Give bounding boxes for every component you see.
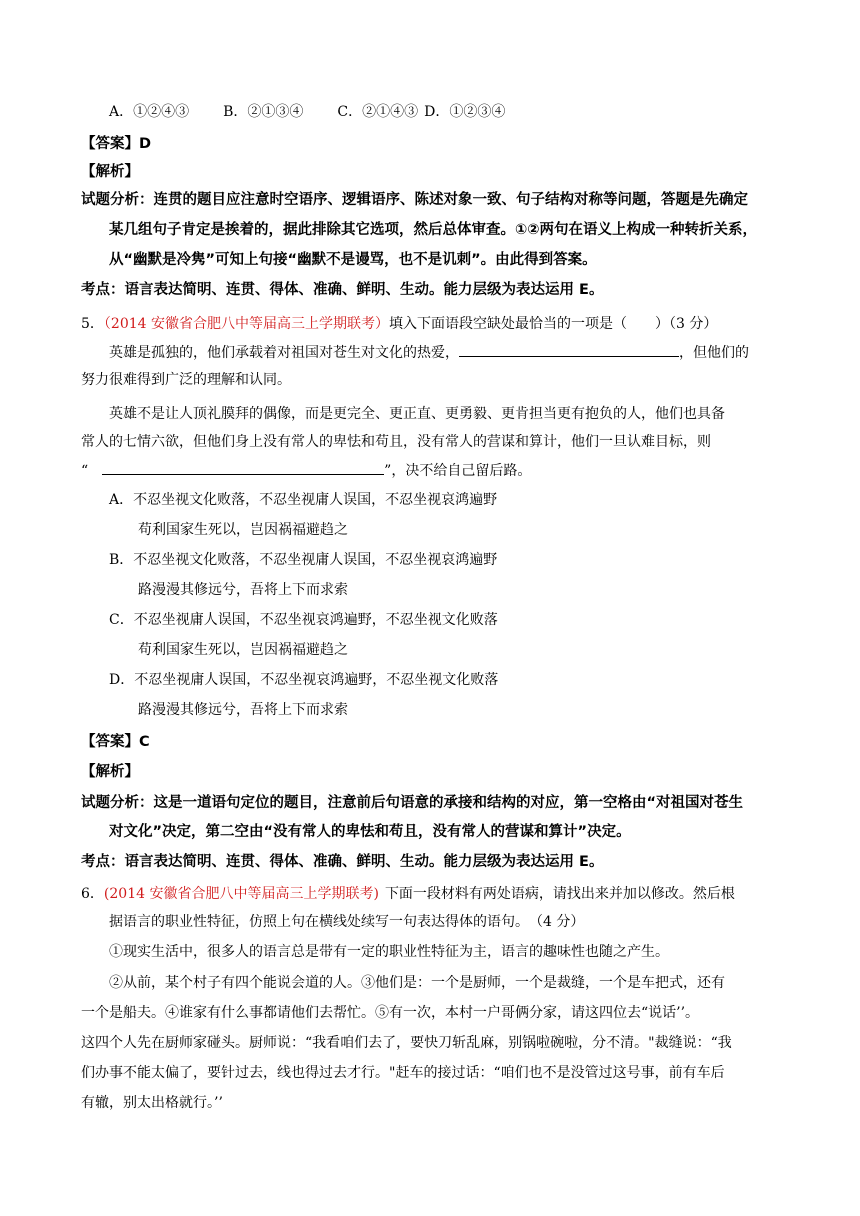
q4-analysis-line-1: 试题分析：连贯的题目应注意时空语序、逻辑语序、陈述对象一致、句子结构对称等问题，答题是先确定 (81, 192, 748, 208)
q4-option-c: C．②①④③ (337, 104, 419, 120)
blank-2 (102, 460, 384, 475)
question-number: 6． (81, 886, 104, 902)
q5-stem (81, 314, 717, 334)
q4-kaodian: 考点：语言表达简明、连贯、得体、准确、鲜明、生动。能力层级为表达运用 E。 (81, 282, 604, 298)
q5-answer (81, 732, 150, 752)
q5-analysis-line-1: 试题分析：这是一道语句定位的题目，注意前后句语意的承接和结构的对应，第一空格由“对祖国对苍生 (81, 795, 744, 811)
q5-analysis-label: 【解析】 (81, 764, 139, 780)
q5-kaodian: 考点：语言表达简明、连贯、得体、准确、鲜明、生动。能力层级为表达运用 E。 (81, 854, 604, 870)
q5-option-c-line-2: 苟利国家生死以，岂因祸福避趋之 (138, 642, 348, 658)
question-number: 5． (81, 316, 104, 332)
question-stem: 填入下面语段空缺处最恰当的一项是（ ）（3 分） (389, 316, 718, 332)
answer-value: C (139, 734, 150, 750)
q4-option-d: D．①②③④ (424, 104, 506, 120)
q5-option-a-line-2: 苟利国家生死以，岂因祸福避趋之 (138, 522, 348, 538)
q5-option-d-line-2: 路漫漫其修远兮，吾将上下而求索 (138, 702, 348, 718)
q4-analysis-line-2: 某几组句子肯定是挨着的，据此排除其它选项，然后总体审查。①②两句在语义上构成一种转折关系， (109, 222, 758, 238)
q6-material-line-4: 这四个人先在厨师家碰头。厨师说：“我看咱们去了，要快刀斩乱麻，别锅啦碗啦，分不清。"裁缝说：“我 (81, 1035, 732, 1051)
q5-option-a-line-1: A．不忍坐视文化败落，不忍坐视庸人误国，不忍坐视哀鸿遍野 (109, 492, 498, 508)
q5-analysis-line-2: 对文化”决定，第二空由“没有常人的卑怯和苟且，没有常人的营谋和算计”决定。 (109, 824, 631, 840)
q5-passage-line-2: 努力很难得到广泛的理解和认同。 (81, 372, 291, 388)
question-stem: 下面一段材料有两处语病，请找出来并加以修改。然后根 (384, 886, 735, 902)
q5-passage-line-3: 英雄不是让人顶礼膜拜的偶像，而是更完全、更正直、更勇毅、更肯担当更有抱负的人，他们也具备 (109, 406, 725, 422)
q5-passage-line-4: 常人的七情六欲，但他们身上没有常人的卑怯和苟且，没有常人的营谋和算计，他们一旦认难目标，则 (81, 434, 711, 450)
blank-1 (459, 342, 679, 357)
q5-option-b-line-2: 路漫漫其修远兮，吾将上下而求索 (138, 582, 348, 598)
answer-label: 【答案】 (81, 734, 139, 750)
q6-material-line-5: 们办事不能太偏了，要针过去，线也得过去才行。"赶车的接过话：“咱们也不是没管过这号事，前有车后 (81, 1065, 725, 1081)
answer-value: D (139, 136, 152, 152)
q6-stem (81, 884, 735, 904)
source-tag: （2014 安徽省合肥八中等届高三上学期联考） (103, 316, 389, 332)
q4-option-a: A．①②④③ (109, 104, 190, 120)
q4-options-line (109, 102, 505, 122)
answer-label: 【答案】 (81, 136, 139, 152)
q6-stem-line-2: 据语言的职业性特征，仿照上句在横线处续写一句表达得体的语句。 （4 分） (109, 914, 585, 930)
source-tag: (2014 安徽省合肥八中等届高三上学期联考) (103, 886, 379, 902)
q5-passage-line-5: “ ”，决不给自己留后路。 (81, 460, 531, 481)
q5-passage-line-1: 英雄是孤独的，他们承载着对祖国对苍生对文化的热爱， ，但他们的 (109, 342, 749, 363)
q6-material-line-1: ①现实生活中，很多人的语言总是带有一定的职业性特征为主，语言的趣味性也随之产生。 (109, 944, 669, 960)
q5-option-d-line-1: D．不忍坐视庸人误国，不忍坐视哀鸿遍野，不忍坐视文化败落 (109, 672, 499, 688)
q4-answer (81, 134, 151, 154)
q4-option-b: B．②①③④ (223, 104, 304, 120)
q6-material-line-3: 一个是船夫。④谁家有什么事都请他们去帮忙。⑤有一次，本村一户哥俩分家，请这四位去“说话’’。 (81, 1005, 700, 1021)
q6-material-line-2: ②从前，某个村子有四个能说会道的人。③他们是：一个是厨师，一个是裁缝，一个是车把式，还有 (109, 975, 725, 991)
q6-material-line-6: 有辙，别太出格就行。’’ (81, 1095, 223, 1111)
q5-option-b-line-1: B．不忍坐视文化败落，不忍坐视庸人误国，不忍坐视哀鸿遍野 (109, 552, 498, 568)
q5-option-c-line-1: C．不忍坐视庸人误国，不忍坐视哀鸿遍野，不忍坐视文化败落 (109, 612, 498, 628)
q4-analysis-line-3: 从“幽默是冷隽”可知上句接“幽默不是谩骂，也不是讥刺”。由此得到答案。 (109, 252, 597, 268)
q4-analysis-label: 【解析】 (81, 164, 139, 180)
